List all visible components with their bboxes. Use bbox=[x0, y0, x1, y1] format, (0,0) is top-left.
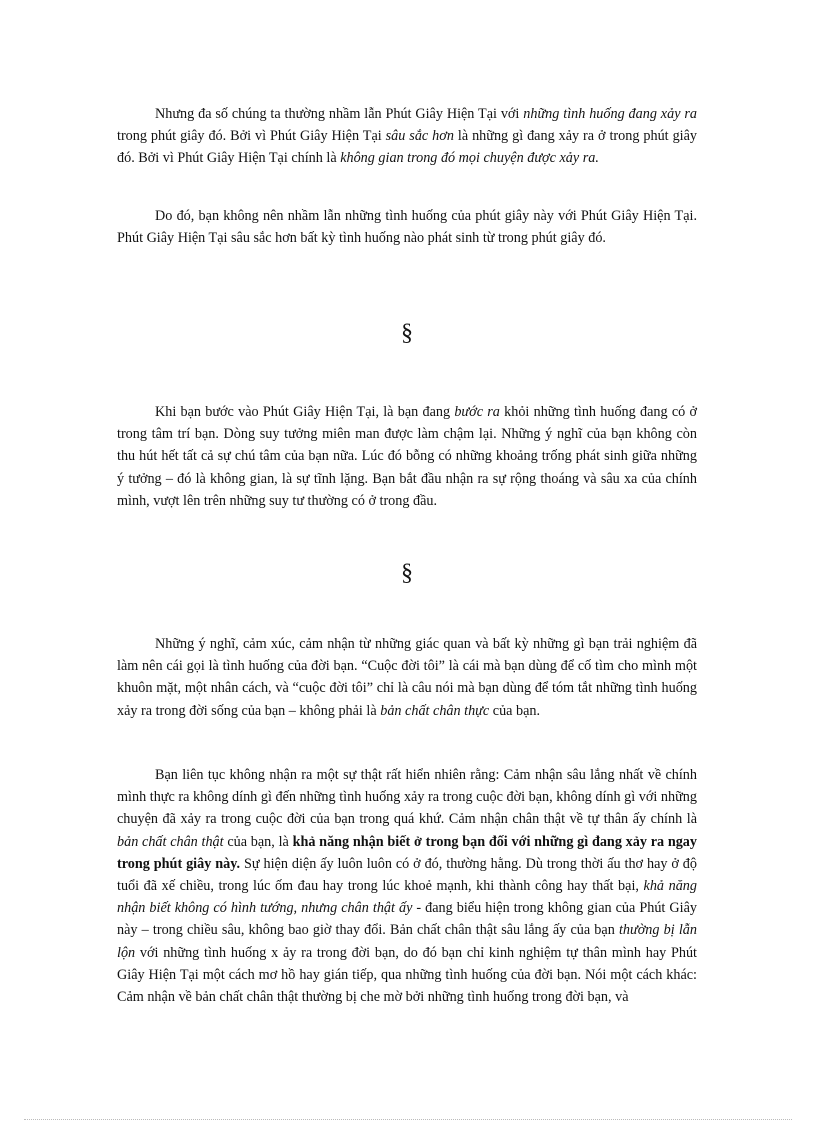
page-bottom-divider bbox=[24, 1119, 792, 1120]
paragraph-4: Những ý nghĩ, cảm xúc, cảm nhận từ những giác quan và bất kỳ những gì bạn trải nghiệm đã làm nên cái gọi là tình huống của đời bạn. “Cuộc đời tôi” là cái mà bạn dùng để cố tìm cho mình một khuôn mặt, một nhân cách, và “cuộc đời tôi” chỉ là câu nói mà bạn dùng để tóm tắt những tình huống xảy ra trong đời sống của bạn – không phải là bản chất chân thực của bạn. bbox=[117, 636, 697, 719]
section-mark-2: § bbox=[401, 560, 413, 586]
paragraph-3: Khi bạn bước vào Phút Giây Hiện Tại, là bạn đang bước ra khỏi những tình huống đang có ở trong tâm trí bạn. Dòng suy tưởng miên man được làm chậm lại. Những ý nghĩ của bạn không còn thu hút hết tất cả sự chú tâm của bạn nữa. Lúc đó bỗng có những khoảng trống phát sinh giữa những ý tưởng – đó là không gian, là sự tĩnh lặng. Bạn bắt đầu nhận ra sự rộng thoáng và sâu xa của chính mình, vượt lên trên những suy tư thường có ở trong đầu. bbox=[117, 404, 697, 509]
paragraph-1: Nhưng đa số chúng ta thường nhầm lẫn Phút Giây Hiện Tại với những tình huống đang xảy ra trong phút giây đó. Bởi vì Phút Giây Hiện Tại sâu sắc hơn là những gì đang xảy ra ở trong phút giây đó. Bởi vì Phút Giây Hiện Tại chính là không gian trong đó mọi chuyện được xảy ra. bbox=[117, 106, 697, 167]
paragraph-5: Bạn liên tục không nhận ra một sự thật rất hiển nhiên rằng: Cảm nhận sâu lắng nhất về chính mình thực ra không dính gì đến những tình huống xảy ra trong cuộc đời bạn, không dính gì với những chuyện đã xảy ra trong cuộc đời của bạn trong quá khứ. Cảm nhận chân thật về tự thân ấy chính là bản chất chân thật của bạn, là khả năng nhận biết ở trong bạn đối với những gì đang xảy ra ngay trong phút giây này. Sự hiện diện ấy luôn luôn có ở đó, thường hằng. Dù trong thời ấu thơ hay ở độ tuổi đã xế chiều, trong lúc ốm đau hay trong lúc khoẻ mạnh, khi thành công hay thất bại, khả năng nhận biết không có hình tướng, nhưng chân thật ấy - đang biểu hiện trong không gian của Phút Giây này – trong chiều sâu, không bao giờ thay đổi. Bản chất chân thật sâu lắng ấy của bạn thường bị lẫn lộn với những tình huống x ảy ra trong đời bạn, do đó bạn chỉ kinh nghiệm tự thân mình hay Phút Giây Hiện Tại một cách mơ hồ hay gián tiếp, qua những tình huống của đời bạn. Nói một cách khác: Cảm nhận về bản chất chân thật thường bị che mờ bởi những tình huống trong đời bạn, và bbox=[117, 767, 697, 1006]
paragraph-2: Do đó, bạn không nên nhầm lẫn những tình huống của phút giây này với Phút Giây Hiện Tại. Phút Giây Hiện Tại sâu sắc hơn bất kỳ tình huống nào phát sinh từ trong phút giây đó. bbox=[117, 208, 697, 247]
section-mark-1: § bbox=[401, 320, 413, 346]
